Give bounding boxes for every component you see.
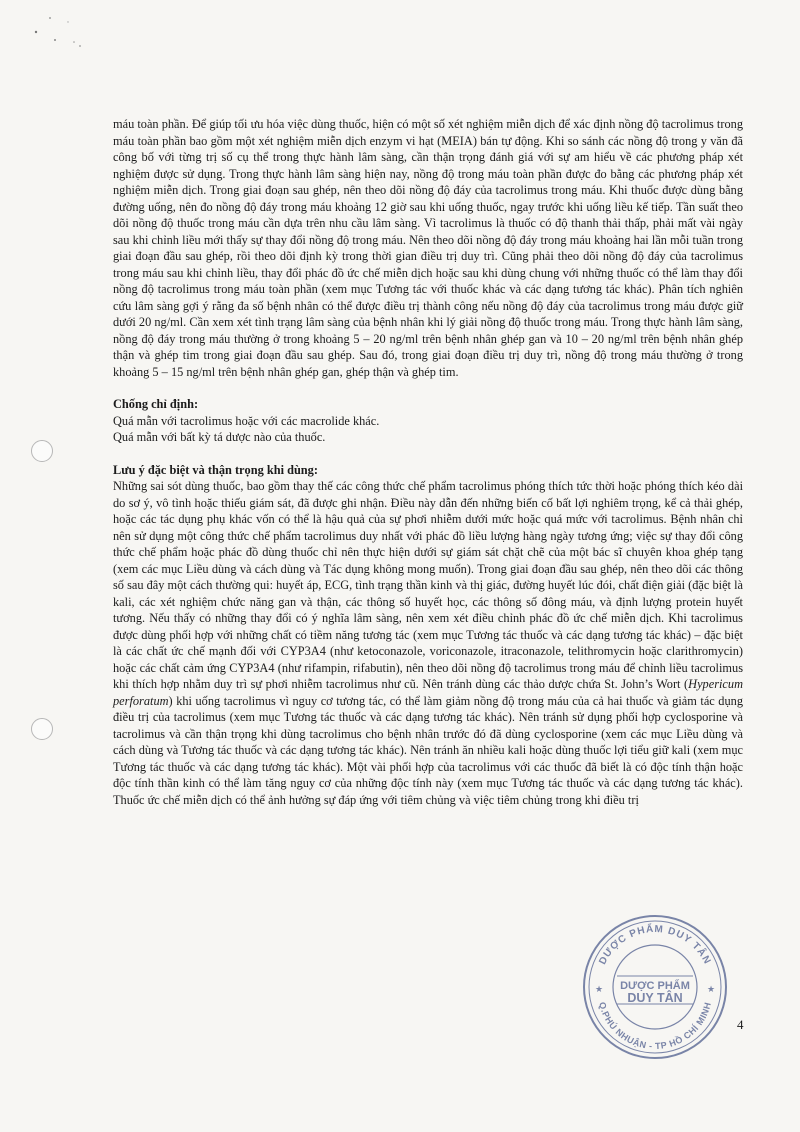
warnings-heading: Lưu ý đặc biệt và thận trọng khi dùng: [113,462,318,477]
seal-bottom-text: Q.PHÚ NHUẬN - TP HỒ CHÍ MINH [597,1000,713,1052]
punch-hole-bottom [31,718,53,740]
herb-latin-name: Hypericum perforatum [113,677,743,708]
warnings-text-part: ) khi uống tacrolimus vì nguy cơ tương tác, có thể làm giảm nồng độ trong máu của cả hai thuốc và giảm tác dụng điều trị của tacrolimus (xem mục Tương tác thuốc và các dạng tương tác khác). Nên tránh sử dụng phối hợp cyclosporine và tacrolimus và cần thận trọng khi dùng tacrolimus cho bệnh nhân trước đó đã dùng cyclosporine (xem các mục Liều dùng và cách dùng và Tương tác thuốc và các dạng tương tác khác). Nên tránh ăn nhiều kali hoặc dùng thuốc lợi tiểu giữ kali (xem mục Tương tác thuốc và các dạng tương tác khác). Một vài phối hợp của tacrolimus với các thuốc đã biết là có độc tính thận hoặc độc tính thần kinh có thể làm tăng nguy cơ của những độc tính này (xem mục Tương tác thuốc và các dạng tương tác khác). Thuốc ức chế miễn dịch có thể ảnh hưởng sự đáp ứng với tiêm chủng và việc tiêm chủng trong khi điều trị [113,693,743,807]
contraindications-heading: Chống chỉ định: [113,397,199,411]
scan-specks [30,10,100,60]
blood-level-monitoring-paragraph: máu toàn phần. Để giúp tối ưu hóa việc dùng thuốc, hiện có một số xét nghiệm miễn dịch để xác định nồng độ tacrolimus trong máu toàn phần bao gồm một xét nghiệm miễn dịch enzym vi hạt (MEIA) bán tự động. Khi so sánh các nồng độ trong y văn đã công bố với từng trị số cụ thể trong thực hành lâm sàng, cần thận trọng đánh giá với sự am hiểu về các phương pháp xét nghiệm được sử dụng. Trong thực hành lâm sàng hiện nay, nồng độ trong máu toàn phần được đo bằng các phương pháp xét nghiệm miễn dịch. Trong giai đoạn sau ghép, nên theo dõi nồng độ đáy của tacrolimus trong máu. Khi thuốc được dùng bằng đường uống, nên đo nồng độ đáy trong máu khoảng 12 giờ sau khi uống thuốc, ngay trước khi uống liều kế tiếp. Tần suất theo dõi nồng độ thuốc trong máu cần dựa trên nhu cầu lâm sàng. Vì tacrolimus là thuốc có độ thanh thải thấp, phải mất vài ngày sau khi chỉnh liều mới thấy sự thay đổi nồng độ trong máu. Nên theo dõi nồng độ đáy trong máu khoảng hai lần mỗi tuần trong giai đoạn đầu sau ghép, rồi theo dõi định kỳ trong thời gian điều trị duy trì. Cũng phải theo dõi nồng độ đáy của tacrolimus trong máu sau khi chỉnh liều, thay đổi phác đồ ức chế miễn dịch hoặc sau khi dùng chung với những thuốc có thể làm thay đổi nồng độ tacrolimus trong máu toàn phần (xem mục Tương tác với thuốc khác và các dạng tương tác khác). Phân tích nghiên cứu lâm sàng gợi ý rằng đa số bệnh nhân có thể được điều trị thành công nếu nồng độ đáy của tacrolimus trong máu được giữ dưới 20 ng/ml. Cần xem xét tình trạng lâm sàng của bệnh nhân khi lý giải nồng độ thuốc trong máu. Trong thực hành lâm sàng, nồng độ đáy trong máu thường ở trong khoảng 5 – 20 ng/ml trên bệnh nhân ghép gan và 10 – 20 ng/ml trên bệnh nhân ghép thận và ghép tim trong giai đoạn đầu sau ghép. Sau đó, trong giai đoạn điều trị duy trì, nồng độ trong máu thường ở trong khoảng 5 – 15 ng/ml trên bệnh nhân ghép gan, ghép thận và ghép tim. [113,117,743,379]
document-body [113,116,743,808]
seal-line-1: DƯỢC PHẨM [620,980,690,992]
punch-hole-top [31,440,53,462]
warnings-paragraph [113,478,743,808]
seal-top-text: DƯỢC PHẨM DUY TÂN [597,923,713,967]
svg-text:Q.PHÚ NHUẬN - TP HỒ CHÍ MINH [597,1001,713,1051]
warnings-text-part: Những sai sót dùng thuốc, bao gồm thay thế các công thức chế phẩm tacrolimus phóng thích tức thời hoặc phóng thích kéo dài do sơ ý, vô tình hoặc thiếu giám sát, đã được ghi nhận. Điều này dẫn đến những biến cố bất lợi nghiêm trọng, kể cả thải ghép, hoặc các tác dụng phụ khác vốn có thể là hậu quả của sự phơi nhiễm dưới mức hoặc quá mức với tacrolimus. Bệnh nhân chỉ nên sử dụng một công thức chế phẩm tacrolimus duy nhất với phác đồ liều lượng hàng ngày tương ứng; việc sự thay đổi công thức chế phẩm hoặc phác đồ dùng thuốc chỉ nên thực hiện dưới sự giám sát chặt chẽ của một bác sĩ chuyên khoa ghép tạng (xem các mục Liều dùng và cách dùng và Tác dụng không mong muốn). Trong giai đoạn đầu sau ghép, nên theo dõi các thông số sau đây một cách thường qui: huyết áp, ECG, tình trạng thần kinh và thị giác, đường huyết lúc đói, chất điện giải (đặc biệt là kali, các xét nghiệm chức năng gan và thận, các thông số huyết học, các thông số đông máu, và định lượng protein huyết tương. Nếu thấy có những thay đổi có ý nghĩa lâm sàng, nên xem xét điều chỉnh phác đồ ức chế miễn dịch. Khi tacrolimus được dùng phối hợp với những chất có tiềm năng tương tác (xem mục Tương tác thuốc và các dạng tương tác khác) – đặc biệt là các chất ức chế mạnh đối với CYP3A4 (như ketoconazole, voriconazole, itraconazole, telithromycin hoặc clarithromycin) hoặc các chất cảm ứng CYP3A4 (như rifampin, rifabutin), nên theo dõi nồng độ tacrolimus trong máu để chỉnh liều tacrolimus khi thích hợp nhằm duy trì sự phơi nhiễm tacrolimus như cũ. Nên tránh dùng các thảo dược chứa St. John’s Wort ( [113,479,743,691]
contraindication-item: Quá mẫn với tacrolimus hoặc với các macrolide khác. [113,413,380,428]
seal-star-right-icon: ★ [706,984,716,994]
seal-star-left-icon: ★ [594,984,604,994]
page-number: 4 [737,1017,744,1032]
contraindication-item: Quá mẫn với bất kỳ tá dược nào của thuốc. [113,430,326,444]
seal-line-2: DUY TÂN [627,991,683,1005]
company-seal [580,912,730,1062]
